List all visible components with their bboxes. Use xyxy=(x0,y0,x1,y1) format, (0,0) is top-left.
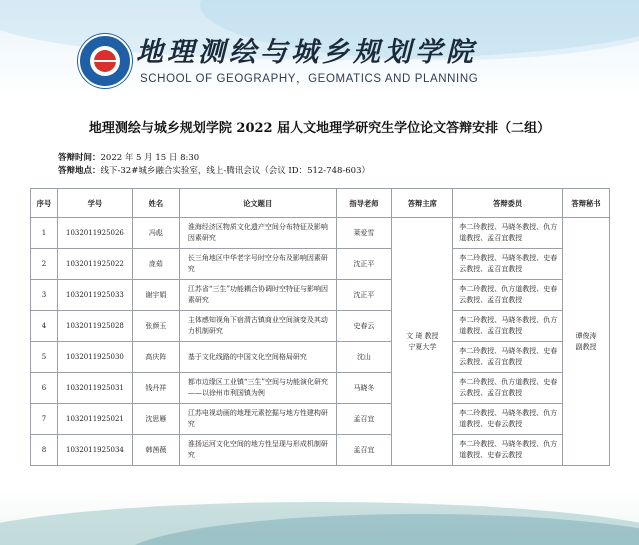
thesis-topic: 主体感知视角下宿渭古镇商业空间演变及其动力机制研究 xyxy=(179,311,336,342)
row-number: 1 xyxy=(31,218,58,249)
defense-chair: 文 琦 教授 宁夏大学 xyxy=(392,218,453,466)
row-number: 3 xyxy=(31,280,58,311)
student-id: 1032011925026 xyxy=(57,218,132,249)
col-header: 论文题目 xyxy=(179,189,336,218)
student-id: 1032011925022 xyxy=(57,249,132,280)
student-id: 1032011925028 xyxy=(57,311,132,342)
defense-place xyxy=(58,164,370,176)
table-row xyxy=(31,311,610,342)
student-name: 冯彪 xyxy=(132,218,179,249)
thesis-topic: 淮海经济区物质文化遗产空间分布特征及影响因素研究 xyxy=(179,218,336,249)
committee-members: 李二玲教授、仇方道教授、史春云教授、孟召宜教授 xyxy=(453,373,563,404)
defense-time-value: 2022 年 5 月 15 日 8:30 xyxy=(100,153,200,163)
committee-members: 李二玲教授、马晓冬教授、仇方道教授、孟召宜教授 xyxy=(453,218,563,249)
row-number: 2 xyxy=(31,249,58,280)
student-id: 1032011925021 xyxy=(57,404,132,435)
advisor: 孟召宜 xyxy=(336,404,392,435)
student-name: 韩茜薇 xyxy=(132,435,179,466)
table-row xyxy=(31,218,610,249)
table-row xyxy=(31,404,610,435)
student-name: 沈思雁 xyxy=(132,404,179,435)
col-header: 姓名 xyxy=(132,189,179,218)
thesis-topic: 淮扬运河文化空间的地方性呈现与形成机制研究 xyxy=(179,435,336,466)
thesis-topic: 都市边缘区工业镇“三生”空间与功能演化研究——以徐州市利国镇为例 xyxy=(179,373,336,404)
col-header: 答辩主席 xyxy=(392,189,453,218)
page-title: 地理测绘与城乡规划学院 2022 届人文地理学研究生学位论文答辩安排（二组） xyxy=(88,121,551,136)
header-banner xyxy=(0,0,639,96)
col-header: 序号 xyxy=(31,189,58,218)
student-id: 1032011925030 xyxy=(57,342,132,373)
row-number: 8 xyxy=(31,435,58,466)
footer-wave-decoration xyxy=(0,492,639,545)
table-row xyxy=(31,435,610,466)
student-id: 1032011925033 xyxy=(57,280,132,311)
table-row xyxy=(31,342,610,373)
school-name-calligraphy: 地理测绘与城乡规划学院 xyxy=(136,37,477,68)
thesis-topic: 长三角地区中华老字号时空分布及影响因素研究 xyxy=(179,249,336,280)
student-name: 高庆阵 xyxy=(132,342,179,373)
schedule-table xyxy=(30,188,610,466)
defense-place-value: 线下-32#城乡融合实验室，线上-腾讯会议（会议 ID：512-748-603） xyxy=(100,166,370,176)
school-logo-icon xyxy=(78,34,132,88)
defense-secretary: 谭俊涛 副教授 xyxy=(563,218,610,466)
committee-members: 李二玲教授、马晓冬教授、史春云教授、孟召宜教授 xyxy=(453,342,563,373)
advisor: 沈山 xyxy=(336,342,392,373)
row-number: 5 xyxy=(31,342,58,373)
committee-members: 李二玲教授、马晓冬教授、仇方道教授、孟召宜教授 xyxy=(453,311,563,342)
row-number: 4 xyxy=(31,311,58,342)
committee-members: 李二玲教授、马晓冬教授、仇方道教授、史春云教授 xyxy=(453,404,563,435)
advisor: 马晓冬 xyxy=(336,373,392,404)
col-header: 学号 xyxy=(57,189,132,218)
defense-time-label: 答辩时间： xyxy=(58,153,101,163)
thesis-topic: 江苏省“三生”功能耦合协调时空特征与影响因素研究 xyxy=(179,280,336,311)
table-row xyxy=(31,280,610,311)
student-name: 庞茹 xyxy=(132,249,179,280)
col-header: 答辩委员 xyxy=(453,189,563,218)
student-id: 1032011925031 xyxy=(57,373,132,404)
globe-icon xyxy=(94,50,116,72)
student-name: 谢宇娟 xyxy=(132,280,179,311)
student-id: 1032011925034 xyxy=(57,435,132,466)
table-row xyxy=(31,249,610,280)
advisor: 史春云 xyxy=(336,311,392,342)
row-number: 7 xyxy=(31,404,58,435)
thesis-topic: 基于文化线路的中国文化空间格局研究 xyxy=(179,342,336,373)
advisor: 沈正平 xyxy=(336,249,392,280)
table-row xyxy=(31,373,610,404)
advisor: 孟召宜 xyxy=(336,435,392,466)
defense-time xyxy=(58,151,199,163)
advisor: 莱爱雪 xyxy=(336,218,392,249)
school-name-english: SCHOOL OF GEOGRAPHY，GEOMATICS AND PLANNING xyxy=(140,73,479,85)
student-name: 钱丹祥 xyxy=(132,373,179,404)
committee-members: 李二玲教授、马晓冬教授、史春云教授、孟召宜教授 xyxy=(453,249,563,280)
advisor: 沈正平 xyxy=(336,280,392,311)
thesis-topic: 江苏电视动画的地理元素挖掘与地方性建构研究 xyxy=(179,404,336,435)
defense-place-label: 答辩地点： xyxy=(58,166,101,176)
table-header-row xyxy=(31,189,610,218)
col-header: 答辩秘书 xyxy=(563,189,610,218)
col-header: 指导老师 xyxy=(336,189,392,218)
committee-members: 李二玲教授、马晓冬教授、仇方道教授、史春云教授 xyxy=(453,435,563,466)
row-number: 6 xyxy=(31,373,58,404)
committee-members: 李二玲教授、仇方道教授、史春云教授、孟召宜教授 xyxy=(453,280,563,311)
student-name: 张颜玉 xyxy=(132,311,179,342)
